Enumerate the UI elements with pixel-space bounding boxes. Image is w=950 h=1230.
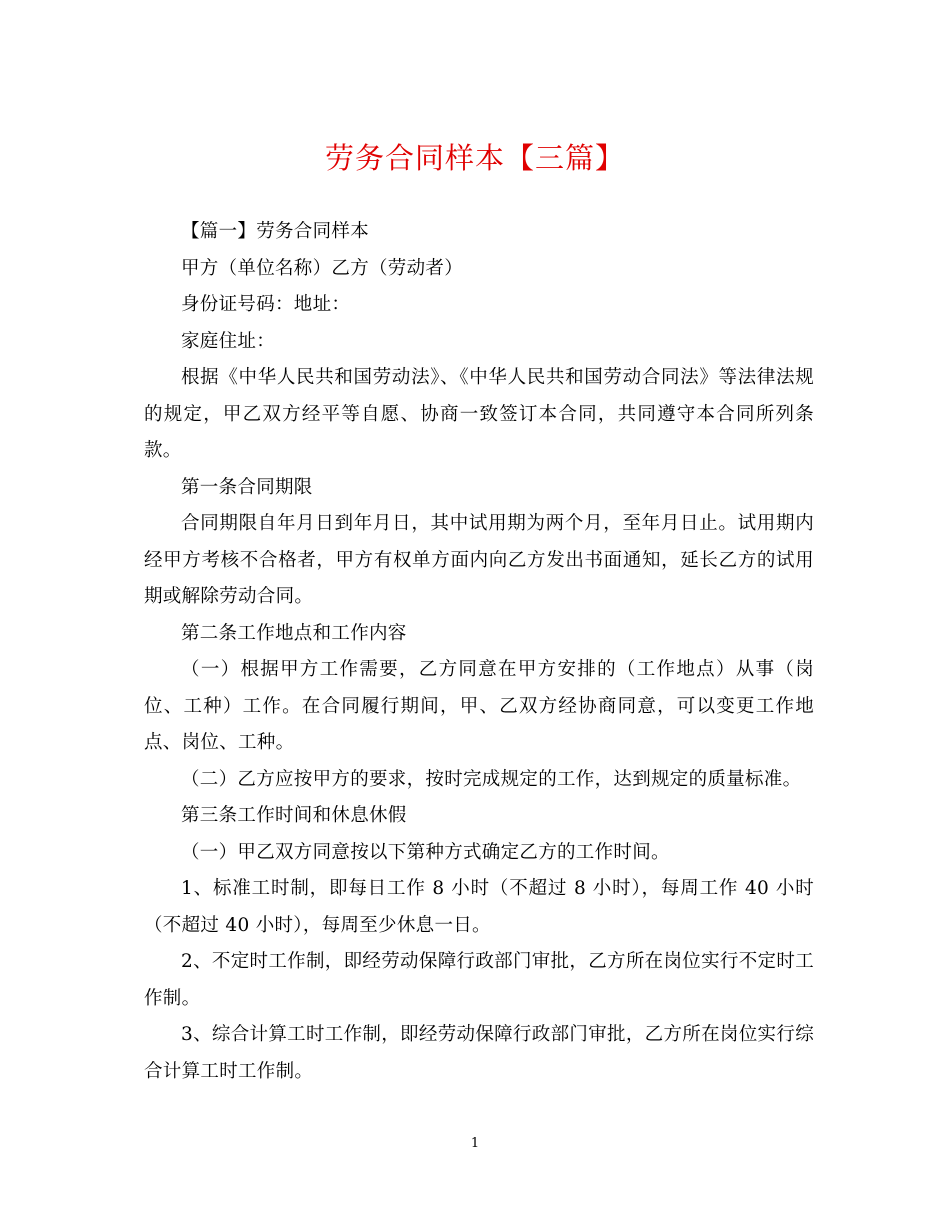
article-2-item-1: （一）根据甲方工作需要，乙方同意在甲方安排的（工作地点）从事（岗位、工种）工作。在合同履行期间，甲、乙双方经协商同意，可以变更工作地点、岗位、工种。: [144, 659, 814, 753]
document-title: 劳务合同样本【三篇】: [324, 141, 625, 175]
section-heading-part-one: 【篇一】劳务合同样本: [181, 221, 370, 242]
article-1-paragraph: 合同期限自年月日到年月日，其中试用期为两个月，至年月日止。试用期内经甲方考核不合格者，甲方有权单方面内向乙方发出书面通知，延长乙方的试用期或解除劳动合同。: [144, 513, 814, 607]
article-2-item-2: （二）乙方应按甲方的要求，按时完成规定的工作，达到规定的质量标准。: [181, 768, 802, 790]
home-address-line: 家庭住址：: [181, 330, 276, 352]
document-body: [144, 214, 814, 1090]
article-3-option-2: 2、不定时工作制，即经劳动保障行政部门审批，乙方所在岗位实行不定时工作制。: [144, 951, 814, 1009]
party-line: 甲方（单位名称）乙方（劳动者）: [181, 257, 464, 279]
id-address-line: 身份证号码：地址：: [181, 294, 351, 315]
article-3-heading: 第三条工作时间和休息休假: [181, 805, 407, 826]
article-1-heading: 第一条合同期限: [181, 476, 313, 498]
article-3-option-3: 3、综合计算工时工作制，即经劳动保障行政部门审批，乙方所在岗位实行综合计算工时工作制。: [144, 1024, 814, 1082]
preamble-paragraph: 根据《中华人民共和国劳动法》、《中华人民共和国劳动合同法》等法律法规的规定，甲乙双方经平等自愿、协商一致签订本合同，共同遵守本合同所列条款。: [144, 367, 814, 461]
article-2-heading: 第二条工作地点和工作内容: [181, 622, 407, 644]
page-number: 1: [470, 1136, 480, 1151]
article-3-item-1: （一）甲乙双方同意按以下第种方式确定乙方的工作时间。: [181, 841, 670, 863]
article-3-option-1: 1、标准工时制，即每日工作 8 小时（不超过 8 小时），每周工作 40 小时（不超过 40 小时），每周至少休息一日。: [144, 878, 814, 936]
